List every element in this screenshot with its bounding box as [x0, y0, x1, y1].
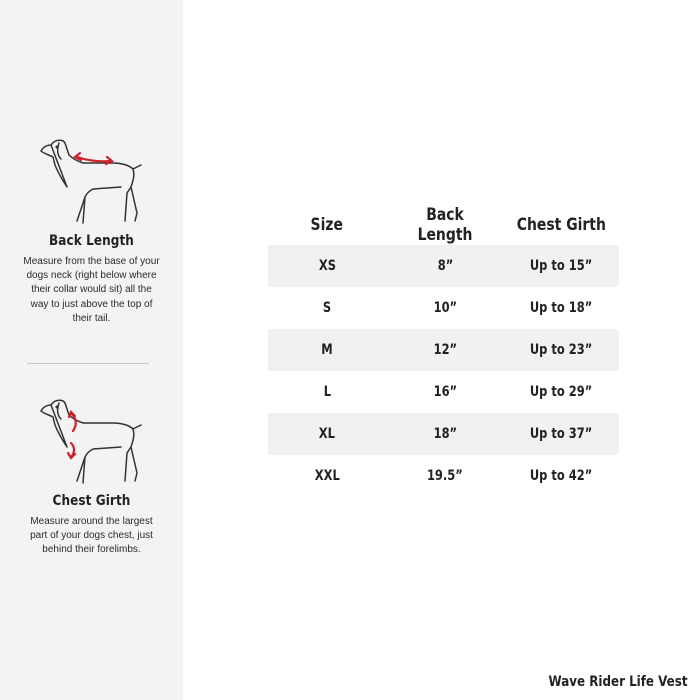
chest-girth-cell: Up to 18” [530, 300, 593, 316]
table-row [268, 287, 619, 329]
size-cell: L [323, 384, 331, 400]
table-row [268, 455, 619, 497]
chest-girth-description: Measure around the largest part of your dogs chest, just behind their forelimbs. [30, 516, 153, 556]
product-name: Wave Rider Life Vest [548, 674, 688, 690]
dog-chest-girth-icon [37, 395, 147, 487]
back-length-cell: 8” [437, 258, 453, 274]
back-length-section [0, 135, 183, 326]
chest-girth-cell: Up to 42” [530, 468, 593, 484]
chest-girth-cell: Up to 15” [530, 258, 593, 274]
section-divider [27, 363, 149, 364]
sidebar [0, 0, 183, 700]
back-length-cell: 19.5” [427, 468, 463, 484]
chest-girth-cell: Up to 37” [530, 426, 593, 442]
chest-girth-cell: Up to 23” [530, 342, 593, 358]
back-length-cell: 10” [433, 300, 457, 316]
table-row [268, 371, 619, 413]
header-size: Size [310, 215, 344, 235]
back-length-title: Back Length [49, 233, 134, 249]
table-row [268, 245, 619, 287]
dog-back-length-icon [37, 135, 147, 227]
table-row [268, 329, 619, 371]
back-length-cell: 16” [433, 384, 457, 400]
table-header-row [268, 205, 619, 245]
back-length-cell: 18” [433, 426, 457, 442]
size-cell: M [321, 342, 333, 358]
header-back-length: Back Length [417, 205, 473, 245]
chest-girth-title: Chest Girth [52, 493, 131, 509]
header-chest-girth: Chest Girth [516, 215, 607, 235]
chest-girth-section [0, 395, 183, 558]
size-cell: XXL [314, 468, 340, 484]
back-length-cell: 12” [433, 342, 457, 358]
back-length-description: Measure from the base of your dogs neck (right below where their collar would sit) all the way to just above the top of their tail. [23, 256, 160, 324]
size-chart-table [268, 205, 619, 497]
size-cell: S [322, 300, 332, 316]
size-cell: XS [318, 258, 336, 274]
table-row [268, 413, 619, 455]
size-cell: XL [318, 426, 336, 442]
chest-girth-cell: Up to 29” [530, 384, 593, 400]
